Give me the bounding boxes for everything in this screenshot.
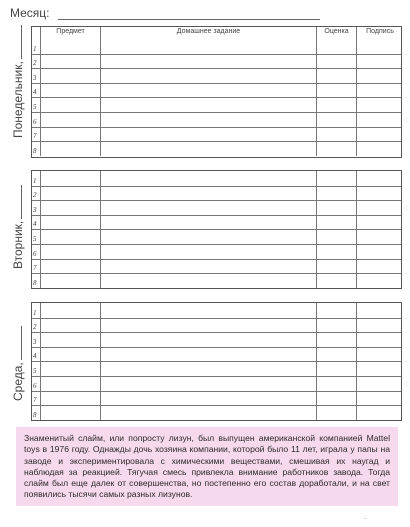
table-row [32,244,401,259]
grade-cell[interactable] [316,69,356,83]
row-number: 1 [33,308,37,317]
row-number: 1 [33,176,37,185]
grade-cell[interactable] [316,348,356,362]
homework-cell[interactable] [100,303,316,318]
table-row [32,54,401,69]
header-cell-grade [316,27,356,39]
row-number-cell [32,171,40,186]
signature-cell[interactable] [356,98,403,112]
table-row [32,171,401,186]
day-name-label [11,25,25,138]
table-row [32,361,401,376]
homework-table [31,26,402,158]
day-block-tuesday [6,170,402,289]
row-number: 8 [33,410,37,419]
table-row [32,273,401,288]
signature-cell[interactable] [356,128,403,142]
row-number-cell [32,201,40,215]
row-number: 6 [33,117,37,126]
homework-cell[interactable] [100,171,316,186]
homework-cell[interactable] [100,98,316,112]
grade-cell[interactable] [316,55,356,69]
grade-cell[interactable] [316,142,356,156]
table-row [32,200,401,215]
header-cell-subject [40,27,100,39]
row-number-cell [32,319,40,333]
row-number: 7 [33,264,37,273]
grade-cell[interactable] [316,128,356,142]
table-row [32,215,401,230]
grade-cell[interactable] [316,113,356,127]
header-cell-homework [100,27,316,39]
row-number-cell [32,362,40,376]
row-number-cell [32,55,40,69]
row-number-cell [32,303,40,318]
grade-cell[interactable] [316,319,356,333]
grade-cell[interactable] [316,171,356,186]
homework-cell[interactable] [100,362,316,376]
subject-cell[interactable] [40,377,100,391]
signature-cell[interactable] [356,274,403,288]
table-row [32,405,401,420]
day-block-wednesday [6,302,402,421]
signature-cell[interactable] [356,171,403,186]
subject-cell[interactable] [40,303,100,318]
signature-cell[interactable] [356,84,403,98]
subject-cell[interactable] [40,113,100,127]
homework-cell[interactable] [100,333,316,347]
table-row [32,259,401,274]
day-side [6,170,30,289]
subject-cell[interactable] [40,245,100,259]
subject-cell[interactable] [40,216,100,230]
signature-cell[interactable] [356,406,403,420]
signature-cell[interactable] [356,392,403,406]
row-number: 7 [33,396,37,405]
grade-cell[interactable] [316,245,356,259]
subject-cell[interactable] [40,348,100,362]
row-number-cell [32,333,40,347]
table-row [32,229,401,244]
homework-table [31,302,402,421]
month-underline [58,19,320,20]
row-number-cell [32,406,40,420]
day-name-label [11,326,25,401]
row-number-cell [32,245,40,259]
signature-cell[interactable] [356,142,403,156]
homework-cell[interactable] [100,39,316,54]
row-number: 5 [33,102,37,111]
subject-cell[interactable] [40,142,100,156]
grade-cell[interactable] [316,201,356,215]
subject-cell[interactable] [40,406,100,420]
grade-cell[interactable] [316,39,356,54]
signature-cell[interactable] [356,303,403,318]
table-row [32,68,401,83]
signature-cell[interactable] [356,201,403,215]
table-row [32,141,401,156]
grade-cell[interactable] [316,377,356,391]
row-number-cell [32,216,40,230]
subject-cell[interactable] [40,333,100,347]
row-number: 3 [33,73,37,82]
row-number: 5 [33,234,37,243]
day-date-underline [21,25,22,59]
homework-cell[interactable] [100,84,316,98]
subject-cell[interactable] [40,362,100,376]
signature-cell[interactable] [356,187,403,201]
grade-cell[interactable] [316,84,356,98]
subject-cell[interactable] [40,98,100,112]
row-number-cell [32,348,40,362]
grade-cell[interactable] [316,303,356,318]
signature-cell[interactable] [356,348,403,362]
grade-cell[interactable] [316,333,356,347]
homework-cell[interactable] [100,187,316,201]
day-date-underline [21,326,22,360]
subject-cell[interactable] [40,187,100,201]
signature-cell[interactable] [356,260,403,274]
subject-cell[interactable] [40,128,100,142]
day-name: Понедельник, [11,61,25,138]
row-number: 1 [33,44,37,53]
homework-cell[interactable] [100,128,316,142]
subject-cell[interactable] [40,260,100,274]
signature-cell[interactable] [356,39,403,54]
month-label: Месяц: [10,6,50,20]
row-number-cell [32,260,40,274]
row-number: 2 [33,59,37,68]
signature-cell[interactable] [356,319,403,333]
table-row [32,391,401,406]
grade-cell[interactable] [316,187,356,201]
row-number-cell [32,187,40,201]
homework-cell[interactable] [100,406,316,420]
column-header-signature: Подпись [366,28,394,35]
homework-cell[interactable] [100,392,316,406]
grade-cell[interactable] [316,362,356,376]
row-number-cell [32,69,40,83]
table-row [32,347,401,362]
row-number-cell [32,113,40,127]
homework-cell[interactable] [100,230,316,244]
row-number-cell [32,230,40,244]
row-number-cell [32,128,40,142]
header-cell-number [32,27,40,39]
signature-cell[interactable] [356,362,403,376]
table-row [32,332,401,347]
column-header-grade: Оценка [324,28,349,35]
table-row [32,83,401,98]
homework-cell[interactable] [100,69,316,83]
day-block-monday [6,26,402,158]
signature-cell[interactable] [356,69,403,83]
grade-cell[interactable] [316,230,356,244]
subject-cell[interactable] [40,230,100,244]
homework-cell[interactable] [100,201,316,215]
row-number: 8 [33,146,37,155]
day-name: Среда, [11,362,25,401]
day-date-underline [21,185,22,219]
row-number-cell [32,142,40,156]
signature-cell[interactable] [356,113,403,127]
row-number-cell [32,98,40,112]
column-header-subject: Предмет [56,28,85,35]
homework-cell[interactable] [100,113,316,127]
table-row [32,186,401,201]
signature-cell[interactable] [356,333,403,347]
table-row [32,127,401,142]
page-mark: . [364,512,367,521]
homework-cell[interactable] [100,260,316,274]
grade-cell[interactable] [316,98,356,112]
row-number: 7 [33,132,37,141]
fun-fact-text: Знаменитый слайм, или попросту лизун, был выпущен американской компанией Mattel toys в 1976 году. Однажды дочь хозяина компании, которой было 11 лет, играла у папы на заводе и экспериментировала с химическими веществами, смешивая их наугад и наблюдая за реакцией. Тягучая смесь привлекла внимание работников завода. Тогда слайм был еще далек от совершенства, но постепенно его состав доработали, и на свет появились тысячи самых разных лизунов. [24,433,390,500]
table-row [32,376,401,391]
homework-cell[interactable] [100,274,316,288]
row-number: 4 [33,88,37,97]
day-name-label [11,185,25,269]
header-cell-signature [356,27,403,39]
row-number: 2 [33,323,37,332]
homework-cell[interactable] [100,245,316,259]
signature-cell[interactable] [356,216,403,230]
row-number: 4 [33,220,37,229]
homework-cell[interactable] [100,319,316,333]
row-number: 8 [33,278,37,287]
signature-cell[interactable] [356,245,403,259]
row-number: 2 [33,191,37,200]
column-header-homework: Домашнее задание [176,28,241,35]
subject-cell[interactable] [40,392,100,406]
fun-fact-box [16,427,398,506]
table-row [32,112,401,127]
row-number: 6 [33,249,37,258]
row-number-cell [32,39,40,54]
grade-cell[interactable] [316,406,356,420]
table-row [32,97,401,112]
row-number: 5 [33,366,37,375]
day-side [6,302,30,421]
table-header-row [32,27,401,39]
homework-cell[interactable] [100,142,316,156]
grade-cell[interactable] [316,216,356,230]
row-number-cell [32,84,40,98]
row-number: 6 [33,381,37,390]
grade-cell[interactable] [316,392,356,406]
homework-cell[interactable] [100,377,316,391]
subject-cell[interactable] [40,39,100,54]
subject-cell[interactable] [40,201,100,215]
homework-table [31,170,402,289]
homework-cell[interactable] [100,216,316,230]
row-number: 3 [33,337,37,346]
subject-cell[interactable] [40,69,100,83]
row-number-cell [32,392,40,406]
homework-cell[interactable] [100,55,316,69]
subject-cell[interactable] [40,274,100,288]
table-row [32,39,401,54]
subject-cell[interactable] [40,319,100,333]
signature-cell[interactable] [356,377,403,391]
subject-cell[interactable] [40,171,100,186]
signature-cell[interactable] [356,230,403,244]
signature-cell[interactable] [356,55,403,69]
row-number: 4 [33,352,37,361]
subject-cell[interactable] [40,55,100,69]
row-number-cell [32,377,40,391]
month-field [10,6,320,22]
day-side [6,26,30,158]
grade-cell[interactable] [316,260,356,274]
table-row [32,303,401,318]
row-number: 3 [33,205,37,214]
table-row [32,318,401,333]
day-name: Вторник, [11,220,25,269]
row-number-cell [32,274,40,288]
grade-cell[interactable] [316,274,356,288]
homework-cell[interactable] [100,348,316,362]
subject-cell[interactable] [40,84,100,98]
